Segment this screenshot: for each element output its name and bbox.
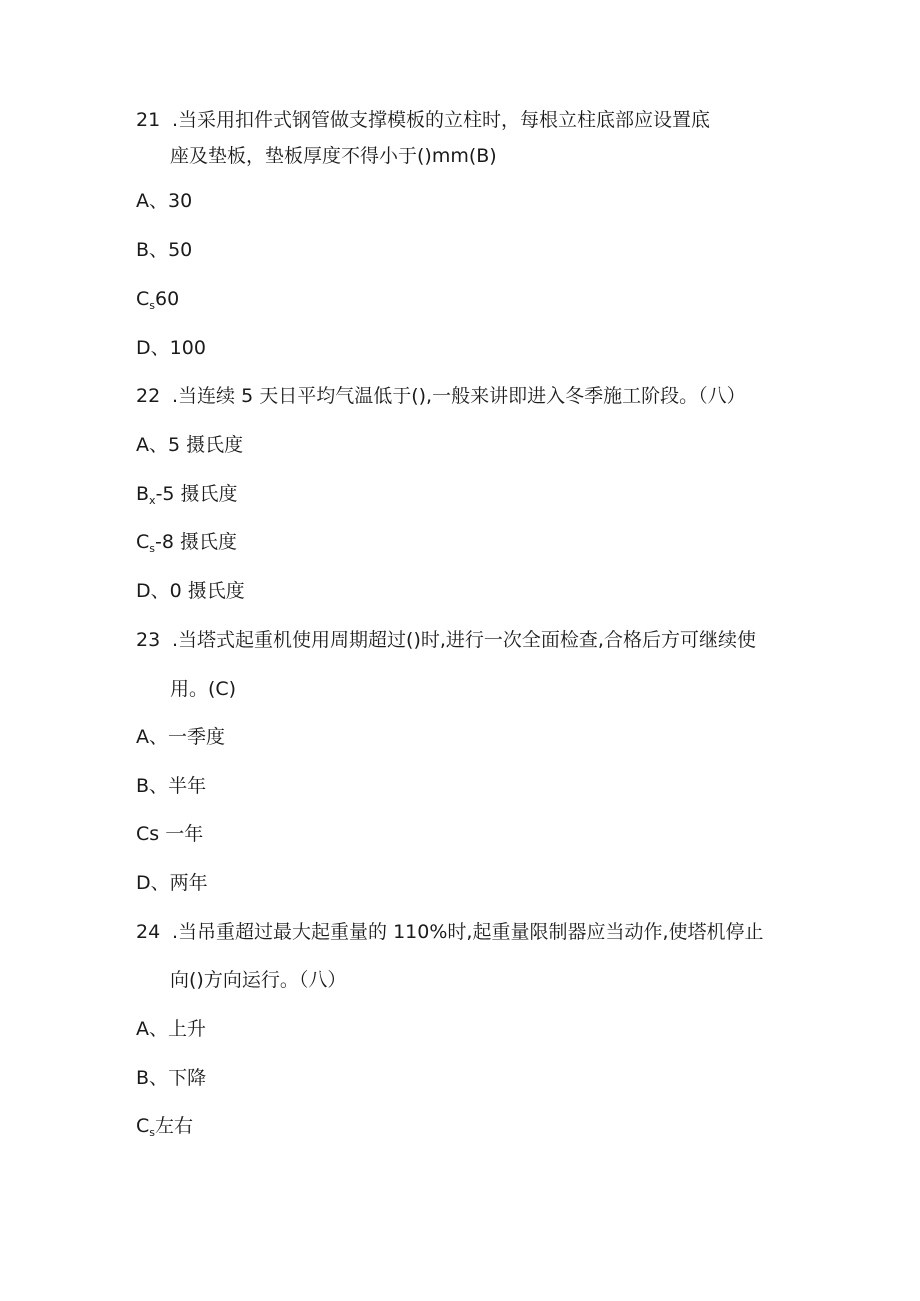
option-24-a: A、上升 — [136, 1018, 207, 1040]
option-22-b: $B_x-5$ 摄氏度 — [136, 483, 238, 507]
question-number: 21 — [136, 109, 161, 131]
option-22-c: $C_s-8$ 摄氏度 — [136, 531, 237, 555]
option-21-a: A、30 — [136, 190, 193, 212]
question-number: 22 — [136, 385, 161, 407]
question-21-line-1 — [136, 108, 710, 132]
option-21-b: B、50 — [136, 239, 193, 261]
question-23-line-2: 用。(C) — [170, 678, 237, 700]
option-23-c: Cs 一年 — [136, 823, 204, 845]
option-21-d: D、100 — [136, 337, 206, 359]
option-23-b: B、半年 — [136, 775, 207, 797]
question-text: .当塔式起重机使用周期超过()时,进行一次全面检查,合格后方可继续使 — [172, 629, 756, 651]
option-21-c: $C_s60$ — [136, 288, 180, 312]
question-24-line-2: 向()方向运行。（八） — [170, 969, 347, 991]
question-21-line-2: 座及垫板，垫板厚度不得小于()mm(B) — [170, 145, 497, 167]
question-text: .当吊重超过最大起重量的 110%时,起重量限制器应当动作,使塔机停止 — [172, 921, 764, 943]
question-text: .当采用扣件式钢管做支撑模板的立柱时，每根立柱底部应设置底 — [172, 109, 711, 131]
question-22-line-1 — [136, 384, 746, 408]
option-23-a: A、一季度 — [136, 726, 226, 748]
option-22-a: A、5 摄氏度 — [136, 434, 244, 456]
question-number: 24 — [136, 921, 161, 943]
option-22-d: D、0 摄氏度 — [136, 580, 245, 602]
question-text: .当连续 5 天日平均气温低于(),一般来讲即进入冬季施工阶段。（八） — [172, 385, 746, 407]
option-24-b: B、下降 — [136, 1067, 207, 1089]
question-number: 23 — [136, 629, 161, 651]
option-23-d: D、两年 — [136, 872, 208, 894]
option-24-c: $C_s$左右 — [136, 1115, 194, 1139]
question-23-line-1 — [136, 628, 756, 652]
question-24-line-1 — [136, 920, 763, 944]
